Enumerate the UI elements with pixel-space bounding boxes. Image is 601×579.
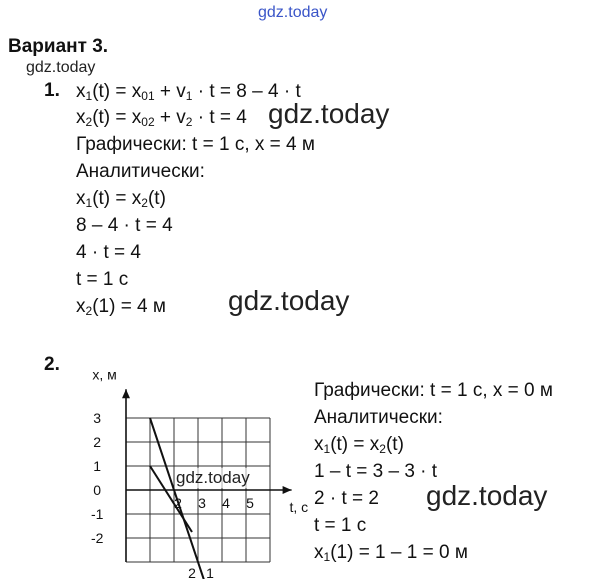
x-tick-label: 3: [198, 495, 206, 511]
intercept-label: 1: [206, 565, 214, 579]
y-tick-label: -1: [90, 506, 104, 522]
task2-eq3: 2 · t = 2: [314, 488, 379, 509]
x-tick-label: 2: [174, 495, 182, 511]
watermark-right: gdz.today: [426, 480, 548, 511]
task1-eq5: $x_2(1) = 4$ м: [76, 296, 166, 318]
x-tick-label: 5: [246, 495, 254, 511]
y-tick-label: 0: [93, 482, 102, 498]
task1-line1: $x_1(t) = x_{01} + v_1 \cdot t = 8 - 4 \cdot t$: [76, 81, 301, 103]
task2-eq2: 1 – t = 3 – 3 · t: [314, 461, 438, 482]
y-tick-label: -2: [90, 530, 104, 546]
task2-eq5: $x_1(1) = 1 - 1 = 0$ м: [314, 542, 468, 564]
y-tick-label: 3: [93, 410, 102, 426]
task1-eq3: 4 · t = 4: [76, 242, 141, 263]
task2-analytic-label: Аналитически:: [314, 407, 443, 428]
task1-line2: $x_2(t) = x_{02} + v_2 \cdot t = 4$: [76, 107, 247, 129]
task1-graph-line: Графически: t = 1 с, x = 4 м: [76, 134, 315, 155]
y-tick-label: 1: [93, 458, 102, 474]
task2-eq1: $x_1(t) = x_2(t)$: [314, 434, 404, 456]
intercept-label: 2: [188, 565, 196, 579]
task1-number: 1.: [44, 80, 60, 101]
t-axis-arrow: [283, 486, 292, 494]
page-title: Вариант 3.: [8, 36, 109, 57]
task1-analytic-label: Аналитически:: [76, 161, 205, 182]
task1-eq4: t = 1 с: [76, 269, 129, 290]
x-axis-arrow: [122, 389, 130, 398]
watermark-under-title: gdz.today: [26, 59, 96, 76]
task1-eq2: 8 – 4 · t = 4: [76, 215, 173, 236]
y-axis-label: x, м: [92, 366, 117, 383]
task2-graph-line: Графически: t = 1 с, x = 0 м: [314, 380, 553, 401]
task2-number: 2.: [44, 354, 60, 375]
watermark-chart: gdz.today: [176, 468, 250, 487]
task1-eq1: $x_1(t) = x_2(t)$: [76, 188, 166, 210]
task2-eq4: t = 1 с: [314, 515, 367, 536]
watermark-line2: gdz.today: [268, 98, 390, 129]
watermark-mid: gdz.today: [228, 285, 350, 316]
x-axis-label: t, с: [289, 499, 309, 515]
watermark-top: gdz.today: [258, 4, 328, 21]
y-tick-label: 2: [93, 434, 102, 450]
x-tick-label: 4: [222, 495, 230, 511]
